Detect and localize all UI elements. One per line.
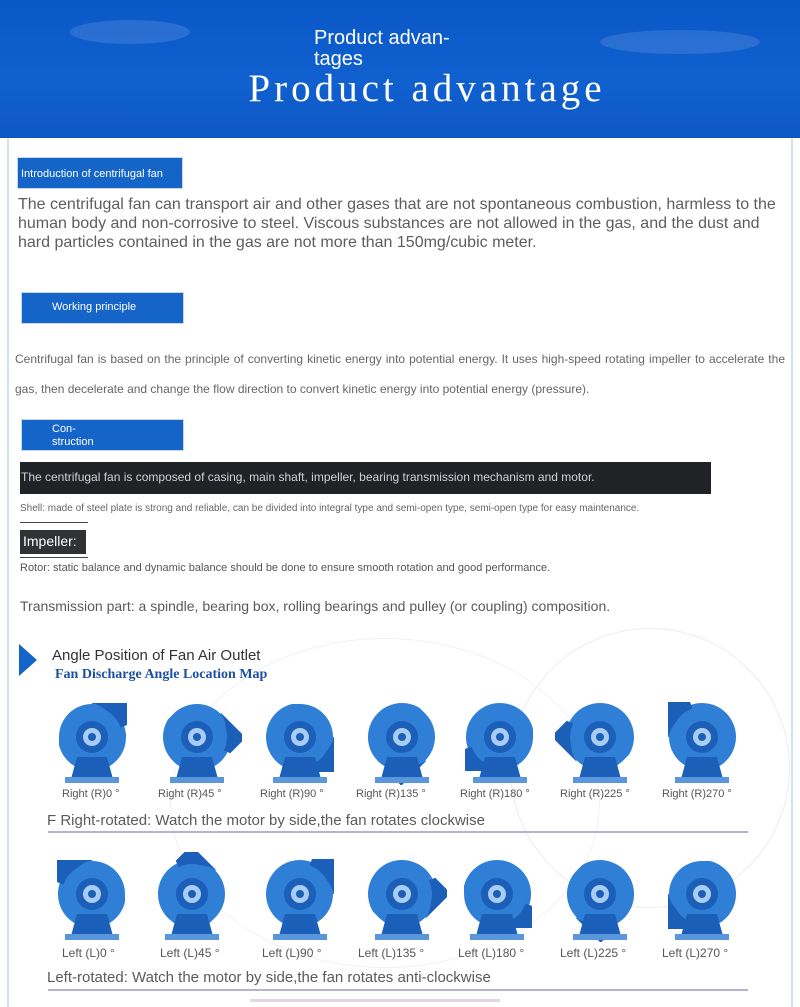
- frame-right-border: [791, 138, 793, 1007]
- header-small-title: Product advan- tages: [314, 27, 450, 70]
- fan-angle-label: Left (L)180 °: [458, 946, 525, 960]
- fan-angle-label: Right (R)135 °: [356, 788, 426, 800]
- fan-icon: [152, 695, 242, 785]
- fan-angle-label: Right (R)180 °: [460, 788, 530, 800]
- angle-map-title: Fan Discharge Angle Location Map: [55, 667, 268, 682]
- caption-underline: [48, 989, 748, 991]
- bottom-divider: [250, 999, 500, 1002]
- working-paragraph: Centrifugal fan is based on the principle of converting kinetic energy into potential energy. It uses high-speed rotating impeller to accelerate the gas, then decelerate and change the flow direction to convert kinetic energy into potential energy (pressure).: [15, 352, 785, 396]
- fan-icon: [455, 695, 545, 785]
- fan-angle-label: Left (L)0 °: [62, 946, 115, 960]
- right-rotation-caption: F Right-rotated: Watch the motor by side,the fan rotates clockwise: [47, 812, 485, 829]
- section-tab-introduction: Introduction of centrifugal fan: [18, 158, 182, 188]
- page-header: [0, 0, 800, 138]
- fan-angle-label: Left (L)225 °: [560, 946, 627, 960]
- fan-icon: [657, 695, 747, 785]
- arrow-marker-icon: [19, 644, 37, 676]
- header-flare: [600, 30, 760, 54]
- composition-bar: The centrifugal fan is composed of casing, main shaft, impeller, bearing transmission mechanism and motor.: [20, 462, 711, 494]
- fan-icon: [147, 852, 237, 942]
- angle-section-title: Angle Position of Fan Air Outlet: [52, 647, 261, 664]
- divider: [20, 522, 88, 523]
- fan-angle-label: Left (L)135 °: [358, 946, 425, 960]
- intro-paragraph: The centrifugal fan can transport air and other gases that are not spontaneous combustion, harmless to the human body and non-corrosive to steel. Viscous substances are not allowed in the gas, and the dust and hard particles contained in the gas are not more than 150mg/cubic meter.: [18, 196, 776, 251]
- fan-icon: [255, 695, 345, 785]
- section-tab-construction: Con- struction: [22, 420, 183, 450]
- fan-icon: [555, 852, 645, 942]
- page-title: Product advantage: [248, 67, 606, 110]
- fan-icon: [357, 695, 447, 785]
- fan-icon: [255, 852, 345, 942]
- fan-icon: [47, 695, 137, 785]
- impeller-tag: Impeller:: [20, 530, 86, 554]
- fan-icon: [555, 695, 645, 785]
- shell-text: Shell: made of steel plate is strong and reliable, can be divided into integral type and semi-open type, semi-open type for easy maintenance.: [20, 503, 640, 514]
- caption-underline: [48, 831, 748, 833]
- transmission-text: Transmission part: a spindle, bearing box, rolling bearings and pulley (or coupling) composition.: [20, 598, 611, 614]
- fan-icon: [47, 852, 137, 942]
- fan-icon: [657, 852, 747, 942]
- fan-angle-label: Left (L)45 °: [160, 946, 220, 960]
- divider: [20, 557, 88, 558]
- fan-angle-label: Left (L)90 °: [262, 946, 322, 960]
- section-tab-working-principle: Working principle: [22, 293, 183, 323]
- fan-angle-label: Right (R)225 °: [560, 788, 630, 800]
- header-flare: [70, 20, 190, 44]
- left-rotation-caption: Left-rotated: Watch the motor by side,the fan rotates anti-clockwise: [47, 969, 491, 986]
- rotor-text: Rotor: static balance and dynamic balance should be done to ensure smooth rotation and good performance.: [20, 562, 551, 574]
- fan-angle-label: Right (R)90 °: [260, 788, 324, 800]
- fan-icon: [452, 852, 542, 942]
- fan-angle-label: Right (R)270 °: [662, 788, 732, 800]
- fan-angle-label: Right (R)45 °: [158, 788, 222, 800]
- frame-left-border: [7, 138, 9, 1007]
- fan-angle-label: Left (L)270 °: [662, 946, 729, 960]
- fan-icon: [357, 852, 447, 942]
- fan-angle-label: Right (R)0 °: [62, 788, 120, 800]
